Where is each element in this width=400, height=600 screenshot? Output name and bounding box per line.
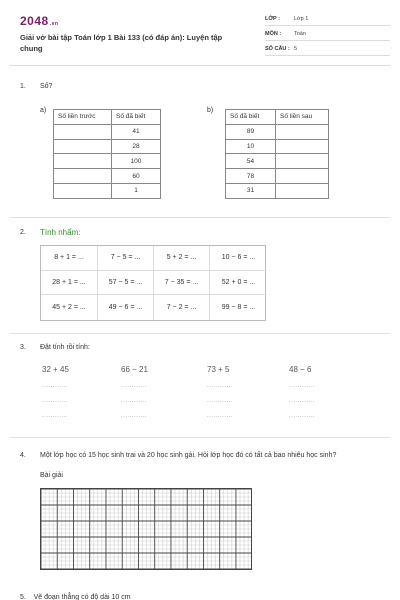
table-cell: 10 — [226, 139, 276, 154]
table-header: Số đã biết — [112, 110, 161, 125]
q2-text: Tính nhẩm: — [40, 228, 81, 237]
section-divider — [10, 333, 390, 334]
answer-dots[interactable]: ............ — [289, 383, 316, 389]
q5-text: Vẽ đoạn thẳng có độ dài 10 cm — [33, 594, 131, 600]
q5-line — [20, 594, 131, 600]
table-cell: 100 — [112, 154, 161, 169]
answer-cell[interactable] — [276, 139, 329, 154]
table-header-row — [54, 110, 161, 125]
meta-question-count-key: SỐ CÂU : — [265, 46, 290, 52]
table-header: Số liền trước — [54, 110, 112, 125]
answer-dots[interactable]: ............ — [42, 398, 69, 404]
meta-question-count-value: 5 — [294, 46, 298, 52]
table-cell: 89 — [226, 124, 276, 139]
table-cell: 1 — [112, 183, 161, 198]
answer-dots[interactable]: ............ — [121, 398, 148, 404]
answer-dots[interactable]: ............ — [121, 383, 148, 389]
math-item[interactable]: 7 − 5 = ... — [98, 246, 154, 271]
math-item[interactable]: 10 − 6 = ... — [210, 246, 267, 271]
answer-cell[interactable] — [276, 183, 329, 198]
mental-math-grid — [40, 245, 266, 321]
meta-question-count — [265, 46, 390, 56]
document-header — [10, 8, 390, 66]
answer-dots[interactable]: ............ — [207, 398, 234, 404]
answer-dots[interactable]: ............ — [42, 383, 69, 389]
table-header-row — [226, 110, 329, 125]
math-item[interactable]: 99 − 8 = ... — [221, 304, 256, 312]
q5-number: 5. — [20, 594, 26, 600]
table-row — [226, 154, 329, 169]
answer-dots[interactable]: ............ — [289, 413, 316, 419]
meta-subject — [265, 31, 390, 41]
table-cell: 78 — [226, 169, 276, 184]
math-item[interactable]: 57 − 5 = ... — [98, 271, 154, 296]
table-row — [54, 139, 161, 154]
q1b-table — [225, 109, 329, 199]
meta-subject-value: Toán — [294, 31, 306, 37]
answer-cell[interactable] — [276, 169, 329, 184]
q2-number: 2. — [20, 229, 26, 236]
column-expression: 66 − 21 — [121, 365, 148, 374]
meta-class-key: LỚP : — [265, 16, 280, 22]
table-row — [54, 154, 161, 169]
q1-text: Số? — [40, 83, 53, 90]
math-item[interactable]: 8 + 1 = ... — [41, 246, 98, 271]
section-divider — [10, 217, 390, 218]
q4-text: Một lớp học có 15 học sinh trai và 20 học sinh gái. Hỏi lớp học đó có tất cả bao nhiêu học sinh? — [40, 452, 337, 459]
math-item[interactable]: 28 + 1 = ... — [41, 271, 98, 296]
section-divider — [10, 437, 390, 438]
answer-cell[interactable] — [276, 154, 329, 169]
math-item[interactable]: 7 − 2 = ... — [154, 295, 210, 320]
document-title: Giải vở bài tập Toán lớp 1 Bài 133 (có đáp án): Luyện tập chung — [20, 33, 223, 53]
meta-subject-key: MÔN : — [265, 31, 282, 37]
q4-number: 4. — [20, 452, 26, 459]
answer-cell[interactable] — [54, 124, 112, 139]
answer-cell[interactable] — [54, 139, 112, 154]
table-row — [54, 169, 161, 184]
q1a-label: a) — [40, 107, 47, 114]
math-item[interactable]: 5 + 2 = ... — [154, 246, 210, 271]
q1-number: 1. — [20, 83, 26, 90]
answer-dots[interactable]: ............ — [207, 413, 234, 419]
table-row — [226, 124, 329, 139]
table-header: Số đã biết — [226, 110, 276, 125]
q1b-label: b) — [207, 107, 214, 114]
table-cell: 28 — [112, 139, 161, 154]
answer-cell[interactable] — [276, 124, 329, 139]
math-item[interactable]: 49 − 6 = ... — [98, 295, 154, 320]
column-expression: 73 + 5 — [207, 365, 230, 374]
table-cell: 41 — [112, 124, 161, 139]
answer-cell[interactable] — [54, 183, 112, 198]
math-item[interactable]: 45 + 2 = ... — [41, 295, 98, 320]
q3-number: 3. — [20, 344, 26, 351]
table-row — [226, 183, 329, 198]
answer-dots[interactable]: ............ — [42, 413, 69, 419]
grid-paper[interactable] — [40, 488, 252, 570]
table-header: Số liền sau — [276, 110, 329, 125]
math-item[interactable]: 7 − 35 = ... — [154, 271, 210, 296]
table-row — [54, 183, 161, 198]
answer-cell[interactable] — [54, 154, 112, 169]
table-cell: 60 — [112, 169, 161, 184]
site-logo[interactable]: 2048.vn — [20, 14, 59, 28]
answer-dots[interactable]: ............ — [289, 398, 316, 404]
math-item[interactable]: 52 + 0 = ... — [210, 271, 267, 296]
solution-label: Bài giải — [40, 472, 63, 479]
table-row — [226, 139, 329, 154]
table-cell: 54 — [226, 154, 276, 169]
q3-text: Đặt tính rồi tính: — [40, 344, 90, 351]
meta-class — [265, 16, 390, 26]
table-row — [226, 169, 329, 184]
table-cell: 31 — [226, 183, 276, 198]
q1a-table — [53, 109, 161, 199]
meta-class-value: Lớp 1 — [294, 16, 309, 22]
column-expression: 32 + 45 — [42, 365, 69, 374]
answer-cell[interactable] — [54, 169, 112, 184]
answer-dots[interactable]: ............ — [207, 383, 234, 389]
column-expression: 48 − 6 — [289, 365, 312, 374]
answer-dots[interactable]: ............ — [121, 413, 148, 419]
table-row — [54, 124, 161, 139]
